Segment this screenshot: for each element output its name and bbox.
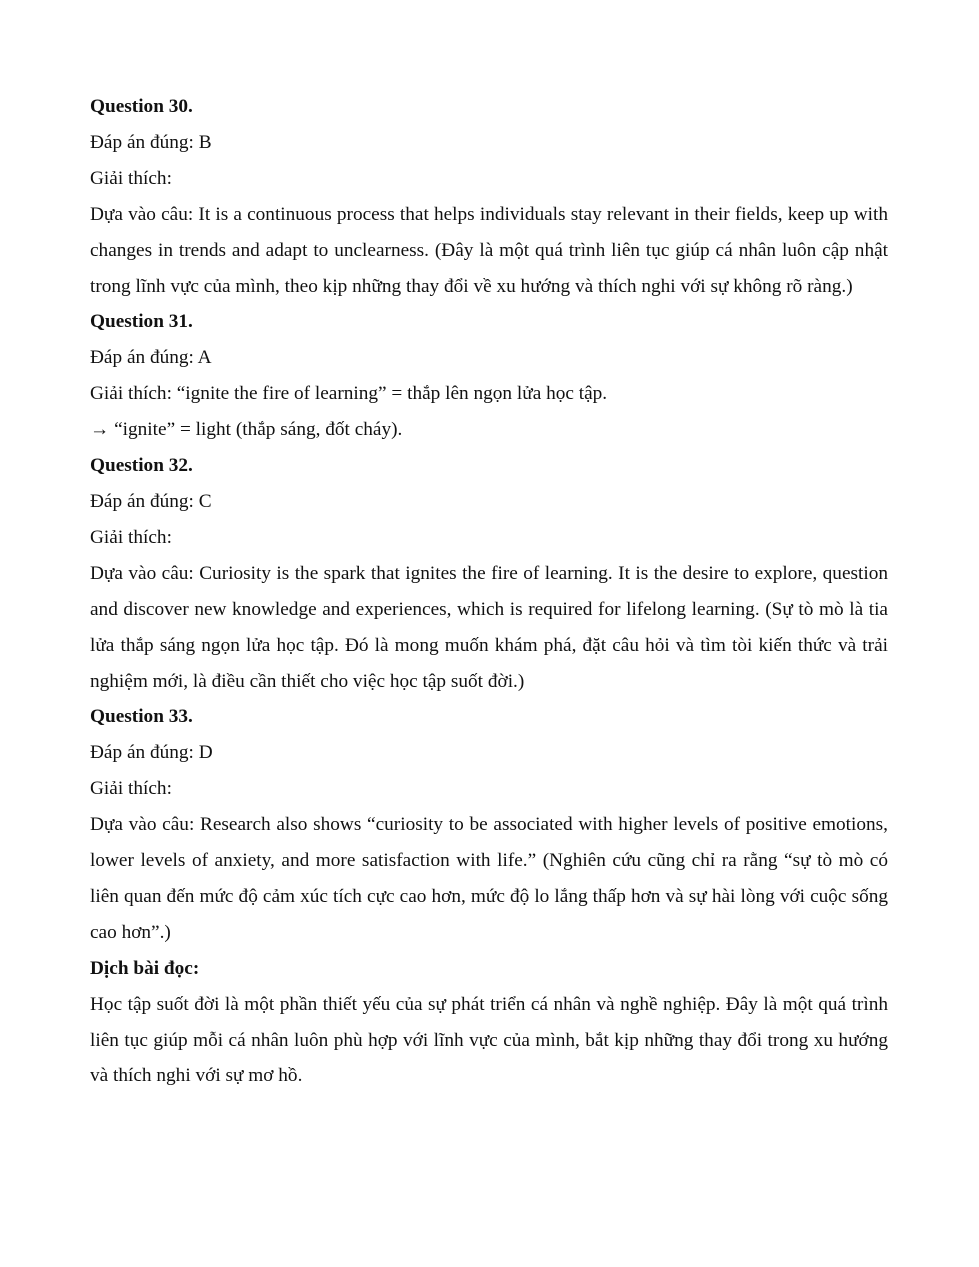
question-33-explanation: Dựa vào câu: Research also shows “curiosity to be associated with higher levels of positive emotions, lower levels of anxiety, and more satisfaction with life.” (Nghiên cứu cũng chỉ ra rằng “sự tò mò có liên quan đến mức độ cảm xúc tích cực cao hơn, mức độ lo lắng thấp hơn và sự hài lòng với cuộc sống cao hơn”.) bbox=[90, 814, 888, 943]
question-30-heading: Question 30. bbox=[90, 96, 193, 117]
translation-section bbox=[90, 951, 888, 1095]
translation-heading: Dịch bài đọc: bbox=[90, 957, 200, 979]
question-30-explanation: Dựa vào câu: It is a continuous process that helps individuals stay relevant in their fields, keep up with changes in trends and adapt to unclearness. (Đây là một quá trình liên tục giúp cá nhân luôn cập nhật trong lĩnh vực của mình, theo kịp những thay đổi về xu hướng và thích nghi với sự không rõ ràng.) bbox=[90, 203, 888, 297]
question-33-heading: Question 33. bbox=[90, 706, 193, 728]
question-33-explain-label: Giải thích: bbox=[90, 778, 172, 800]
question-32-heading: Question 32. bbox=[90, 455, 193, 477]
question-31-answer: Đáp án đúng: A bbox=[90, 347, 212, 369]
question-33-section bbox=[90, 699, 888, 950]
question-31-heading: Question 31. bbox=[90, 311, 193, 333]
question-32-answer: Đáp án đúng: C bbox=[90, 490, 212, 512]
question-30-explain-label: Giải thích: bbox=[90, 167, 172, 189]
translation-body: Học tập suốt đời là một phần thiết yếu của sự phát triển cá nhân và nghề nghiệp. Đây là một quá trình liên tục giúp mỗi cá nhân luôn phù hợp với lĩnh vực của mình, bắt kịp những thay đổi trong xu hướng và thích nghi với sự mơ hồ. bbox=[90, 993, 888, 1087]
question-31-explanation: Giải thích: “ignite the fire of learning” = thắp lên ngọn lửa học tập. bbox=[90, 383, 608, 405]
question-31-note: → “ignite” = light (thắp sáng, đốt cháy). bbox=[90, 419, 403, 441]
question-30-section bbox=[90, 89, 888, 304]
question-32-explain-label: Giải thích: bbox=[90, 526, 172, 548]
question-32-explanation: Dựa vào câu: Curiosity is the spark that ignites the fire of learning. It is the desire to explore, question and discover new knowledge and experiences, which is required for lifelong learning. (Sự tò mò là tia lửa thắp sáng ngọn lửa học tập. Đó là mong muốn khám phá, đặt câu hỏi và tìm tòi kiến thức và trải nghiệm mới, là điều cần thiết cho việc học tập suốt đời.) bbox=[90, 562, 888, 692]
question-30-answer: Đáp án đúng: B bbox=[90, 131, 212, 153]
question-33-answer: Đáp án đúng: D bbox=[90, 742, 213, 764]
question-32-section bbox=[90, 448, 888, 699]
question-31-section bbox=[90, 304, 888, 448]
